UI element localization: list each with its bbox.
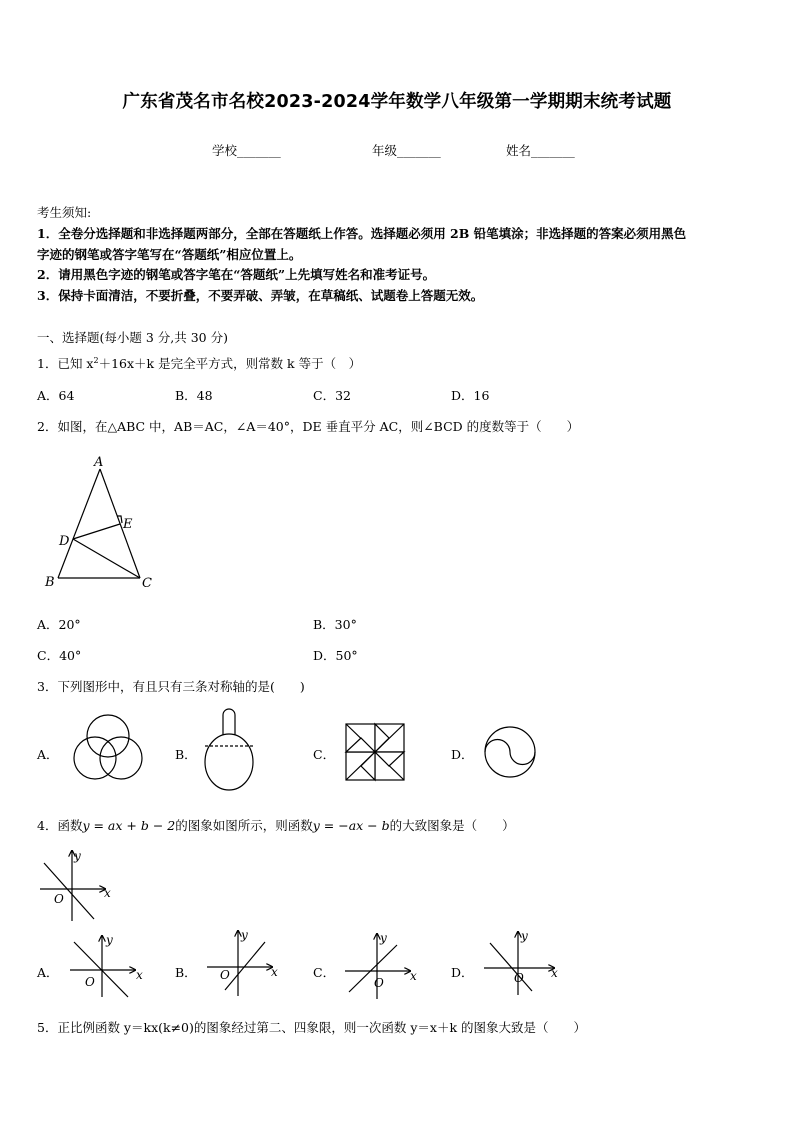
q2-label-d: D bbox=[59, 534, 70, 549]
q4-stem-pre: 4．函数 bbox=[37, 818, 83, 833]
q4c-y-label: y bbox=[380, 931, 387, 945]
notice-heading: 考生须知: bbox=[37, 205, 92, 220]
question-5-stem: 5．正比例函数 y＝kx(k≠0)的图象经过第二、四象限，则一次函数 y＝x＋k 的图象大致是（ ） bbox=[37, 1020, 587, 1035]
q2-label-a: A bbox=[94, 455, 104, 470]
q3-option-b[interactable]: B． bbox=[175, 747, 197, 762]
q4-formula-2: y = −ax − b bbox=[312, 818, 390, 833]
q4b-y-label: y bbox=[241, 928, 248, 942]
q4a-x-label: x bbox=[136, 968, 143, 982]
grade-field: 年级_______ bbox=[372, 143, 441, 158]
q4-option-a[interactable]: A． bbox=[37, 965, 59, 980]
q2-option-a[interactable]: A．20° bbox=[37, 617, 81, 632]
q1-option-c[interactable]: C．32 bbox=[313, 388, 351, 403]
q3-figure-d-taiji bbox=[482, 724, 538, 780]
q3-option-a[interactable]: A． bbox=[37, 747, 59, 762]
q4-option-c-graph bbox=[343, 931, 423, 1001]
q4-option-d-graph bbox=[482, 929, 562, 999]
q1-stem-sup: 2 bbox=[93, 355, 99, 365]
q2-label-b: B bbox=[45, 575, 55, 590]
q4d-x-label: x bbox=[551, 966, 558, 980]
question-3-stem: 3．下列图形中，有且只有三条对称轴的是( ) bbox=[37, 679, 305, 694]
notice-item-3: 3．保持卡面清洁，不要折叠，不要弄破、弄皱，在草稿纸、试题卷上答题无效。 bbox=[37, 288, 484, 303]
q1-option-a[interactable]: A．64 bbox=[37, 388, 75, 403]
name-field: 姓名_______ bbox=[506, 143, 575, 158]
q4-given-origin-label: O bbox=[54, 892, 64, 906]
q4-given-graph bbox=[38, 845, 118, 925]
q4c-origin-label: O bbox=[374, 976, 384, 990]
q1-stem-post: ＋16x＋k 是完全平方式，则常数 k 等于（ ） bbox=[98, 356, 362, 371]
q4-option-b[interactable]: B． bbox=[175, 965, 197, 980]
q4-option-c[interactable]: C． bbox=[313, 965, 336, 980]
question-1-stem bbox=[37, 354, 361, 372]
q2-option-c[interactable]: C．40° bbox=[37, 648, 82, 663]
notice-item-1-cont: 字迹的钢笔或答字笔写在“答题纸”相应位置上。 bbox=[37, 247, 302, 262]
q4-given-x-label: x bbox=[104, 886, 111, 900]
q3-figure-a-trefoil bbox=[68, 712, 148, 784]
q4c-x-label: x bbox=[410, 969, 417, 983]
question-4-stem bbox=[37, 816, 515, 834]
q4b-x-label: x bbox=[271, 965, 278, 979]
q4a-origin-label: O bbox=[85, 975, 95, 989]
q4-stem-mid: 的图象如图所示，则函数 bbox=[175, 818, 313, 833]
q4b-origin-label: O bbox=[220, 968, 230, 982]
q4-option-d[interactable]: D． bbox=[451, 965, 474, 980]
q2-option-b[interactable]: B．30° bbox=[313, 617, 357, 632]
q1-option-d[interactable]: D．16 bbox=[451, 388, 490, 403]
q4-given-y-label: y bbox=[74, 849, 81, 863]
q4a-y-label: y bbox=[106, 933, 113, 947]
q4d-y-label: y bbox=[521, 929, 528, 943]
q3-figure-c-pinwheel bbox=[345, 723, 405, 781]
q2-label-c: C bbox=[142, 576, 152, 591]
notice-item-2: 2．请用黑色字迹的钢笔或答字笔在“答题纸”上先填写姓名和准考证号。 bbox=[37, 267, 436, 282]
q4-option-a-graph bbox=[68, 933, 148, 1003]
q4-option-b-graph bbox=[205, 928, 285, 998]
q3-option-c[interactable]: C． bbox=[313, 747, 336, 762]
q3-figure-b-paddle bbox=[200, 707, 260, 791]
q3-option-d[interactable]: D． bbox=[451, 747, 474, 762]
q4d-origin-label: O bbox=[514, 971, 524, 985]
q2-triangle-figure bbox=[36, 450, 166, 592]
page-title: 广东省茂名市名校2023-2024学年数学八年级第一学期期末统考试题 bbox=[122, 92, 672, 112]
q1-stem-pre: 1．已知 x bbox=[37, 356, 94, 371]
q4-formula-1: y = ax + b − 2 bbox=[82, 818, 176, 833]
school-field: 学校_______ bbox=[212, 143, 281, 158]
q2-option-d[interactable]: D．50° bbox=[313, 648, 358, 663]
notice-item-1: 1．全卷分选择题和非选择题两部分，全部在答题纸上作答。选择题必须用 2B 铅笔填涂；非选择题的答案必须用黑色 bbox=[37, 226, 687, 241]
q1-option-b[interactable]: B．48 bbox=[175, 388, 213, 403]
question-2-stem: 2．如图，在△ABC 中，AB＝AC，∠A＝40°，DE 垂直平分 AC，则∠BCD 的度数等于（ ） bbox=[37, 419, 580, 434]
q2-label-e: E bbox=[123, 517, 133, 532]
section-heading: 一、选择题(每小题 3 分,共 30 分) bbox=[37, 330, 228, 345]
q4-stem-post: 的大致图象是（ ） bbox=[389, 818, 515, 833]
